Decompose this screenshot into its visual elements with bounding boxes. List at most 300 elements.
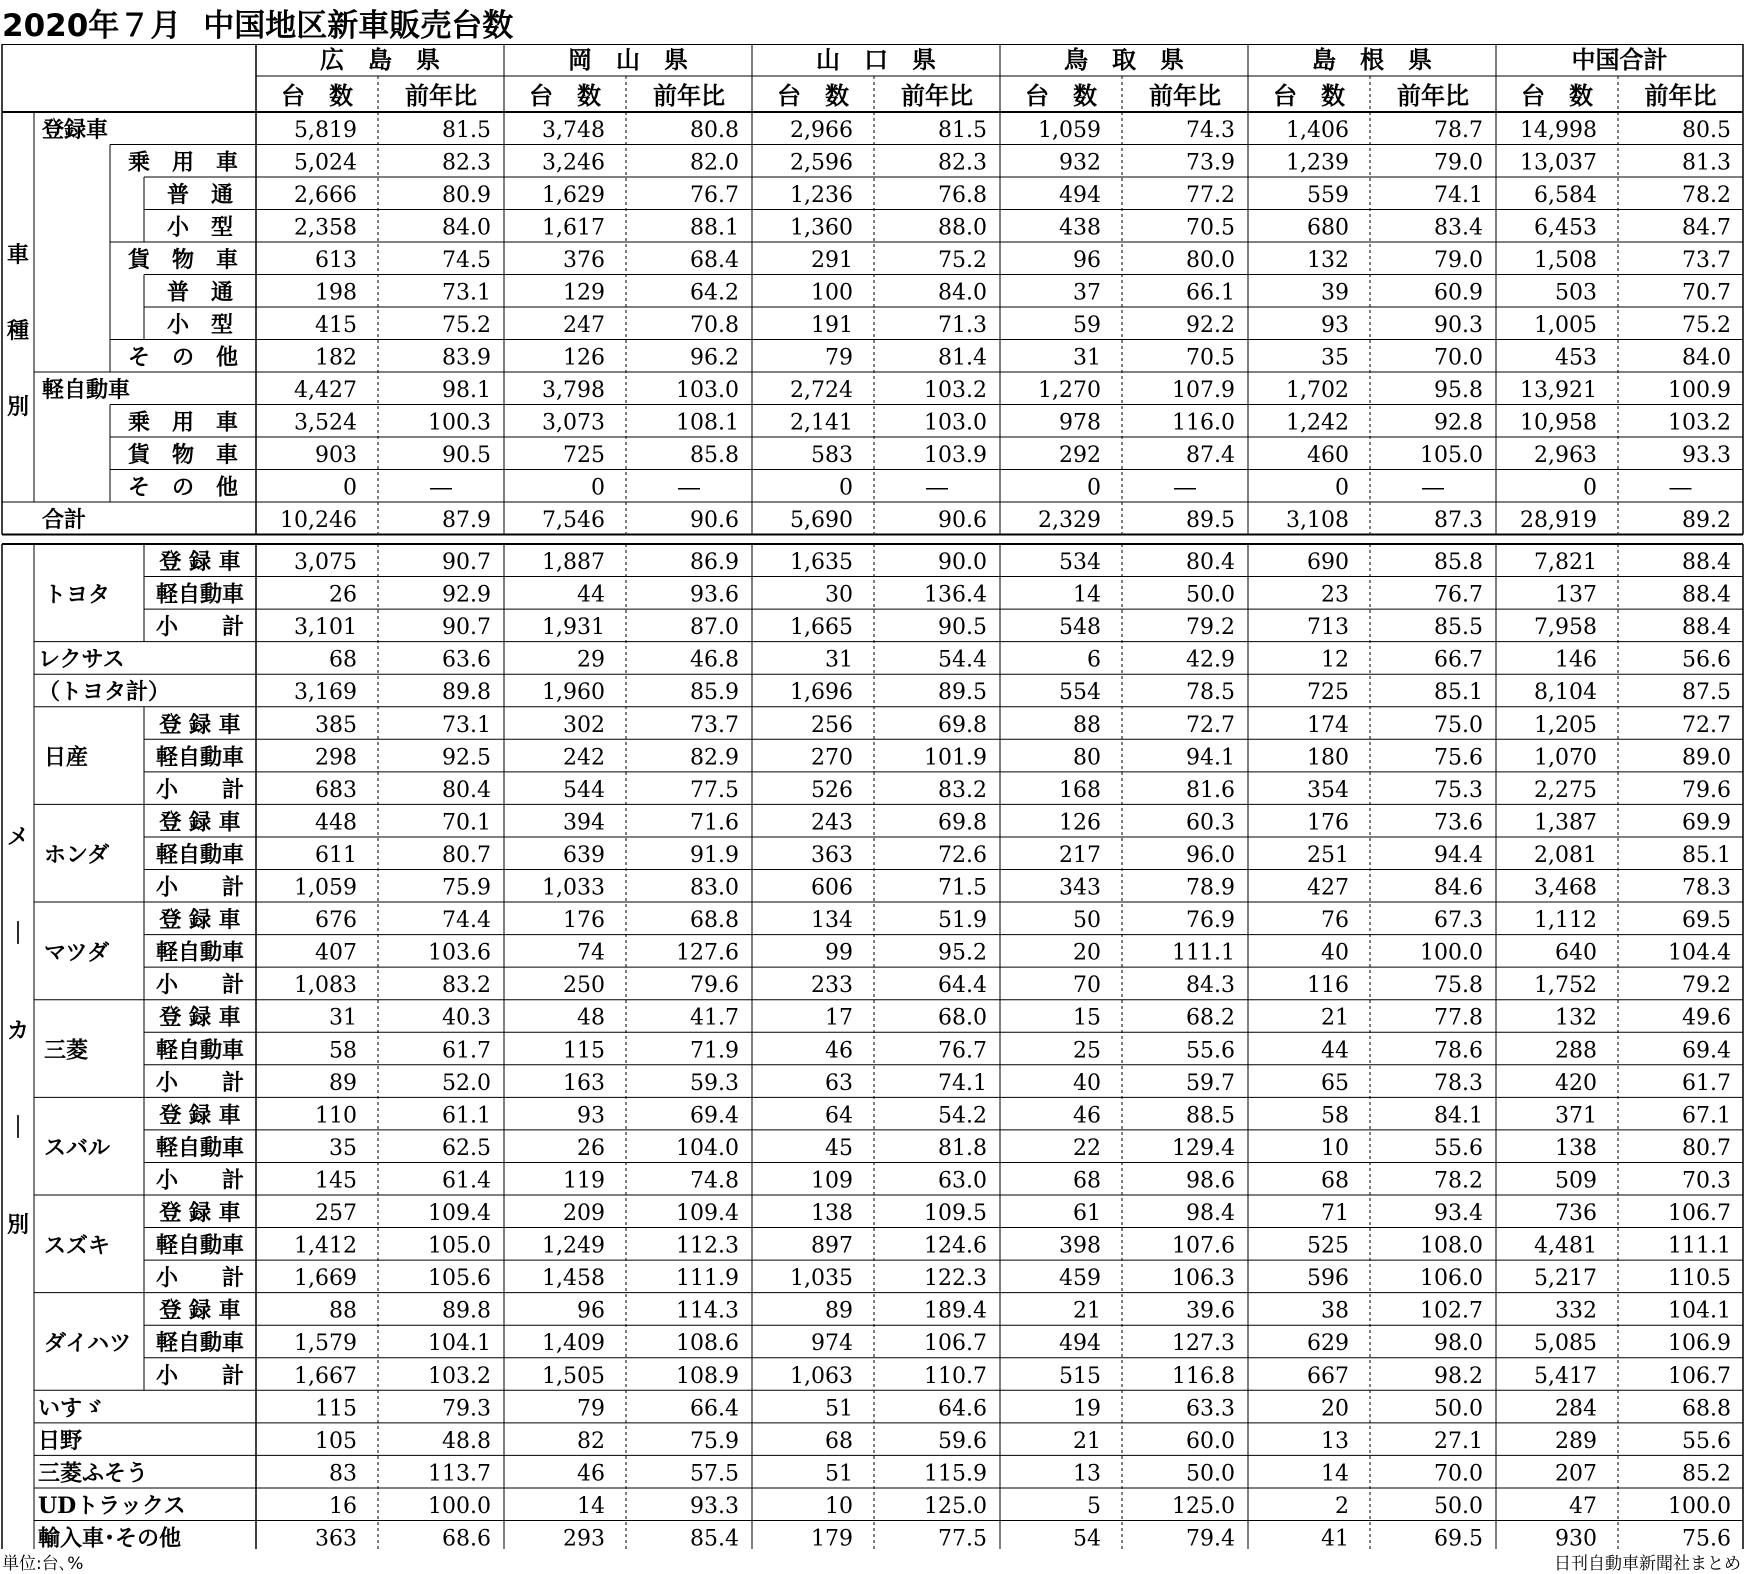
cell-count: 100 bbox=[811, 280, 853, 306]
cell-ratio: 64.4 bbox=[938, 973, 987, 999]
cell-ratio: 84.1 bbox=[1434, 1103, 1483, 1129]
cell-count: 54 bbox=[1073, 1526, 1101, 1549]
cell-count: 3,798 bbox=[542, 378, 605, 403]
cell-ratio: 82.3 bbox=[442, 150, 491, 176]
cell-count: 1,005 bbox=[1534, 313, 1597, 338]
cell-count: 5,217 bbox=[1534, 1266, 1597, 1292]
cell-count: 1,887 bbox=[542, 550, 605, 575]
cell-ratio: 81.3 bbox=[1682, 150, 1731, 176]
cell-ratio: 61.7 bbox=[442, 1038, 491, 1064]
cell-count: 606 bbox=[811, 875, 853, 901]
cell-ratio: 59.6 bbox=[938, 1428, 987, 1454]
cell-count: 10 bbox=[1321, 1135, 1349, 1161]
cell-ratio: 98.0 bbox=[1434, 1331, 1483, 1357]
cell-ratio: 75.8 bbox=[1434, 973, 1483, 999]
cell-count: 291 bbox=[811, 248, 853, 273]
cell-count: 68 bbox=[1321, 1168, 1349, 1194]
cell-count: 4,427 bbox=[294, 378, 357, 403]
cell-count: 207 bbox=[1555, 1461, 1597, 1487]
cell-count: 50 bbox=[1073, 908, 1101, 934]
cell-count: 21 bbox=[1321, 1005, 1349, 1031]
cell-ratio: 73.6 bbox=[1434, 810, 1483, 836]
cell-ratio: 68.4 bbox=[690, 248, 739, 273]
cell-count: 146 bbox=[1555, 647, 1597, 673]
cell-count: 74 bbox=[577, 940, 605, 966]
cell-ratio: 87.4 bbox=[1186, 443, 1235, 468]
cell-count: 168 bbox=[1059, 777, 1101, 803]
sales-table-grid bbox=[0, 44, 1745, 1549]
cell-ratio: 63.0 bbox=[938, 1168, 987, 1194]
sub-label: 軽自動車 bbox=[155, 744, 245, 771]
cell-count: 83 bbox=[329, 1461, 357, 1487]
cell-ratio: 79.0 bbox=[1434, 248, 1483, 273]
cell-count: 0 bbox=[1583, 475, 1597, 501]
maker-label: 三菱 bbox=[44, 1037, 89, 1064]
cell-ratio: 89.8 bbox=[442, 1298, 491, 1324]
cell-ratio: 63.3 bbox=[1186, 1396, 1235, 1422]
cell-count: 250 bbox=[563, 973, 605, 999]
cell-count: 292 bbox=[1059, 443, 1101, 468]
cell-ratio: 90.0 bbox=[938, 550, 987, 575]
cell-count: 448 bbox=[315, 810, 357, 836]
cell-count: 138 bbox=[1555, 1135, 1597, 1161]
cell-count: 35 bbox=[329, 1135, 357, 1161]
cell-count: 1,387 bbox=[1534, 810, 1597, 836]
cell-ratio: 70.7 bbox=[1682, 280, 1731, 306]
cell-count: 534 bbox=[1059, 550, 1101, 575]
cell-count: 51 bbox=[825, 1461, 853, 1487]
cell-ratio: 71.3 bbox=[938, 313, 987, 338]
cell-ratio: 80.8 bbox=[690, 118, 739, 143]
cell-ratio: 110.5 bbox=[1668, 1266, 1731, 1292]
cell-ratio: 54.4 bbox=[938, 647, 987, 673]
cell-ratio: 60.9 bbox=[1434, 280, 1483, 306]
cell-ratio: 83.4 bbox=[1434, 215, 1483, 241]
cell-ratio: 85.8 bbox=[1434, 550, 1483, 575]
cell-count: 134 bbox=[811, 908, 853, 934]
cell-count: 288 bbox=[1555, 1038, 1597, 1064]
cell-ratio: 78.3 bbox=[1682, 875, 1731, 901]
cell-ratio: 55.6 bbox=[1682, 1428, 1731, 1454]
cell-ratio: 74.8 bbox=[690, 1168, 739, 1194]
cell-count: 8,104 bbox=[1534, 680, 1597, 706]
cell-count: 198 bbox=[315, 280, 357, 306]
cell-count: 1,667 bbox=[294, 1363, 357, 1389]
cell-count: 1,629 bbox=[542, 183, 605, 208]
header-ratio-label: 前年比 bbox=[1397, 81, 1469, 110]
cell-count: 10,246 bbox=[280, 508, 357, 533]
side-label-char: 車 bbox=[6, 242, 30, 268]
cell-ratio: 60.0 bbox=[1186, 1428, 1235, 1454]
cell-count: 596 bbox=[1307, 1266, 1349, 1292]
cell-count: 44 bbox=[1321, 1038, 1349, 1064]
cell-ratio: 103.6 bbox=[428, 940, 491, 966]
cell-count: 44 bbox=[577, 582, 605, 608]
cell-ratio: 73.1 bbox=[442, 280, 491, 306]
cell-ratio: 84.0 bbox=[442, 215, 491, 241]
cell-ratio: ― bbox=[926, 475, 948, 501]
cell-ratio: 68.8 bbox=[1682, 1396, 1731, 1422]
cell-ratio: 93.6 bbox=[690, 582, 739, 608]
cell-ratio: 106.0 bbox=[1420, 1266, 1483, 1292]
cell-ratio: 79.3 bbox=[442, 1396, 491, 1422]
cell-count: 1,931 bbox=[542, 615, 605, 641]
cell-ratio: 67.1 bbox=[1682, 1103, 1731, 1129]
cell-count: 46 bbox=[1073, 1103, 1101, 1129]
cell-ratio: 104.4 bbox=[1668, 940, 1731, 966]
cell-ratio: 70.0 bbox=[1434, 345, 1483, 371]
cell-count: 2,141 bbox=[790, 410, 853, 436]
sub-label: 登 録 車 bbox=[159, 549, 241, 575]
cell-count: 2,966 bbox=[790, 118, 853, 143]
cell-ratio: 75.2 bbox=[938, 248, 987, 273]
cell-ratio: ― bbox=[1669, 475, 1692, 501]
cell-ratio: 112.3 bbox=[676, 1233, 739, 1259]
header-ratio-label: 前年比 bbox=[405, 81, 477, 110]
sub-label: 小 計 bbox=[155, 1362, 245, 1389]
cell-count: 80 bbox=[1073, 745, 1101, 771]
cell-ratio: 101.9 bbox=[924, 745, 987, 771]
sub-label: 軽自動車 bbox=[155, 1330, 245, 1357]
cell-count: 1,083 bbox=[294, 973, 357, 999]
cell-count: 293 bbox=[563, 1526, 605, 1549]
cell-ratio: 80.4 bbox=[442, 777, 491, 803]
cell-count: 35 bbox=[1321, 345, 1349, 371]
cell-ratio: 74.3 bbox=[1186, 118, 1235, 143]
maker-label: いすゞ bbox=[38, 1395, 105, 1422]
cell-count: 5,417 bbox=[1534, 1363, 1597, 1389]
cell-count: 174 bbox=[1307, 712, 1349, 738]
cell-count: 41 bbox=[1321, 1526, 1349, 1549]
cell-count: 38 bbox=[1321, 1298, 1349, 1324]
cell-ratio: 78.9 bbox=[1186, 875, 1235, 901]
title-main: 中国地区新車販売台数 bbox=[203, 8, 514, 44]
cell-ratio: 109.5 bbox=[924, 1201, 987, 1226]
cell-ratio: 102.7 bbox=[1420, 1298, 1483, 1324]
cell-ratio: 84.7 bbox=[1682, 215, 1731, 241]
cell-count: 22 bbox=[1073, 1135, 1101, 1161]
cell-ratio: 85.5 bbox=[1434, 615, 1483, 641]
cell-count: 459 bbox=[1059, 1266, 1101, 1292]
cell-ratio: 103.2 bbox=[924, 378, 987, 403]
cell-count: 61 bbox=[1073, 1201, 1101, 1226]
cell-ratio: 68.8 bbox=[690, 908, 739, 934]
cell-ratio: 109.4 bbox=[428, 1201, 491, 1226]
cell-ratio: 114.3 bbox=[676, 1298, 739, 1324]
cell-count: 509 bbox=[1555, 1168, 1597, 1194]
cell-ratio: 87.5 bbox=[1682, 680, 1731, 706]
cell-ratio: 92.9 bbox=[442, 582, 491, 608]
cell-count: 736 bbox=[1555, 1201, 1597, 1226]
cell-count: 903 bbox=[315, 443, 357, 468]
cell-count: 2,358 bbox=[294, 215, 357, 241]
cell-count: 14 bbox=[577, 1493, 605, 1519]
cell-count: 96 bbox=[577, 1298, 605, 1324]
cell-count: 14 bbox=[1321, 1461, 1349, 1487]
cell-ratio: 74.1 bbox=[938, 1070, 987, 1096]
cell-ratio: 83.2 bbox=[938, 777, 987, 803]
cell-count: 930 bbox=[1555, 1526, 1597, 1549]
cell-count: 76 bbox=[1321, 908, 1349, 934]
cell-count: 89 bbox=[825, 1298, 853, 1324]
cell-ratio: 77.5 bbox=[690, 777, 739, 803]
cell-ratio: 88.4 bbox=[1682, 550, 1731, 575]
cell-ratio: 70.8 bbox=[690, 313, 739, 338]
cell-ratio: 91.9 bbox=[690, 842, 739, 868]
cell-ratio: 108.1 bbox=[676, 410, 739, 436]
cell-count: 1,669 bbox=[294, 1266, 357, 1292]
cell-ratio: 96.0 bbox=[1186, 842, 1235, 868]
cell-ratio: 88.0 bbox=[938, 215, 987, 241]
cell-ratio: 82.3 bbox=[938, 150, 987, 176]
cell-ratio: 127.6 bbox=[676, 940, 739, 966]
cell-ratio: 80.5 bbox=[1682, 118, 1731, 143]
cell-ratio: 98.6 bbox=[1186, 1168, 1235, 1194]
header-ratio-label: 前年比 bbox=[1149, 81, 1221, 110]
cell-ratio: 94.4 bbox=[1434, 842, 1483, 868]
sales-table bbox=[0, 44, 1745, 1549]
cell-count: 494 bbox=[1059, 1331, 1101, 1357]
header-count-label: 台 数 bbox=[777, 81, 849, 110]
cell-count: 96 bbox=[1073, 248, 1101, 273]
side-label-char: ｜ bbox=[6, 921, 30, 947]
cell-ratio: 106.9 bbox=[1668, 1331, 1731, 1357]
header-prefecture: 島 根 県 bbox=[1312, 45, 1432, 74]
header-ratio-label: 前年比 bbox=[653, 81, 725, 110]
cell-count: 247 bbox=[563, 313, 605, 338]
cell-count: 544 bbox=[563, 777, 605, 803]
sub-label: 登 録 車 bbox=[159, 1297, 241, 1324]
cell-count: 132 bbox=[1555, 1005, 1597, 1031]
cell-ratio: 79.2 bbox=[1186, 615, 1235, 641]
cell-count: 525 bbox=[1307, 1233, 1349, 1259]
cell-count: 119 bbox=[563, 1168, 605, 1194]
cell-count: 676 bbox=[315, 908, 357, 934]
side-label-char: メ bbox=[6, 824, 30, 850]
cell-ratio: 77.8 bbox=[1434, 1005, 1483, 1031]
cell-count: 713 bbox=[1307, 615, 1349, 641]
cell-ratio: 78.5 bbox=[1186, 680, 1235, 706]
cell-count: 1,360 bbox=[790, 215, 853, 241]
header-prefecture: 山 口 県 bbox=[816, 45, 936, 74]
cell-count: 0 bbox=[839, 475, 853, 501]
cell-count: 289 bbox=[1555, 1428, 1597, 1454]
cell-ratio: 49.6 bbox=[1682, 1005, 1731, 1031]
cell-count: 2,666 bbox=[294, 183, 357, 208]
cell-ratio: 93.3 bbox=[690, 1493, 739, 1519]
cell-count: 0 bbox=[1335, 475, 1349, 501]
cell-count: 59 bbox=[1073, 313, 1101, 338]
cell-ratio: 116.8 bbox=[1172, 1363, 1235, 1389]
cell-count: 1,696 bbox=[790, 680, 853, 706]
cell-ratio: 59.3 bbox=[690, 1070, 739, 1096]
cell-ratio: 85.1 bbox=[1682, 842, 1731, 868]
cell-ratio: 100.9 bbox=[1668, 378, 1731, 403]
cell-count: 14 bbox=[1073, 582, 1101, 608]
sub-label: 軽自動車 bbox=[155, 841, 245, 868]
cell-ratio: 95.8 bbox=[1434, 378, 1483, 403]
header-count-label: 台 数 bbox=[1521, 81, 1593, 110]
cell-ratio: 93.4 bbox=[1434, 1201, 1483, 1226]
cell-count: 209 bbox=[563, 1201, 605, 1226]
row-label: 小 型 bbox=[166, 214, 234, 241]
row-label: そ の 他 bbox=[127, 344, 239, 371]
cell-count: 68 bbox=[1073, 1168, 1101, 1194]
cell-count: 163 bbox=[563, 1070, 605, 1096]
cell-ratio: 89.2 bbox=[1682, 508, 1731, 533]
cell-count: 251 bbox=[1307, 842, 1349, 868]
cell-ratio: 69.8 bbox=[938, 810, 987, 836]
cell-count: 14,998 bbox=[1520, 118, 1597, 143]
cell-count: 7,546 bbox=[542, 508, 605, 533]
cell-ratio: 78.2 bbox=[1682, 183, 1731, 208]
maker-label: スズキ bbox=[44, 1232, 111, 1259]
cell-ratio: 81.8 bbox=[938, 1135, 987, 1161]
cell-ratio: 62.5 bbox=[442, 1135, 491, 1161]
cell-count: 515 bbox=[1059, 1363, 1101, 1389]
cell-count: 5,690 bbox=[790, 508, 853, 533]
cell-count: 5 bbox=[1087, 1493, 1101, 1519]
cell-ratio: 90.5 bbox=[442, 443, 491, 468]
cell-ratio: 88.1 bbox=[690, 215, 739, 241]
cell-count: 583 bbox=[811, 443, 853, 468]
cell-count: 407 bbox=[315, 940, 357, 966]
cell-ratio: 83.2 bbox=[442, 973, 491, 999]
sub-label: 小 計 bbox=[155, 874, 245, 901]
cell-ratio: 95.2 bbox=[938, 940, 987, 966]
sub-label: 登 録 車 bbox=[159, 907, 241, 934]
cell-count: 40 bbox=[1321, 940, 1349, 966]
cell-ratio: 75.6 bbox=[1682, 1526, 1731, 1549]
cell-count: 30 bbox=[825, 582, 853, 608]
cell-ratio: 100.0 bbox=[1668, 1493, 1731, 1519]
cell-count: 2,596 bbox=[790, 150, 853, 176]
cell-ratio: 74.5 bbox=[442, 248, 491, 273]
side-label-char: 種 bbox=[6, 318, 30, 344]
cell-ratio: 84.0 bbox=[1682, 345, 1731, 371]
header-ratio-label: 前年比 bbox=[1644, 81, 1717, 110]
cell-ratio: 66.4 bbox=[690, 1396, 739, 1422]
cell-ratio: 70.1 bbox=[442, 810, 491, 836]
cell-ratio: 48.8 bbox=[442, 1428, 491, 1454]
cell-ratio: 78.7 bbox=[1434, 118, 1483, 143]
cell-count: 176 bbox=[1307, 810, 1349, 836]
cell-ratio: 69.9 bbox=[1682, 810, 1731, 836]
cell-ratio: 89.0 bbox=[1682, 745, 1731, 771]
cell-ratio: 100.0 bbox=[428, 1493, 491, 1519]
cell-ratio: 70.5 bbox=[1186, 215, 1235, 241]
cell-ratio: 100.3 bbox=[428, 410, 491, 436]
cell-count: 460 bbox=[1307, 443, 1349, 468]
cell-ratio: 105.6 bbox=[428, 1266, 491, 1292]
cell-ratio: 79.0 bbox=[1434, 150, 1483, 176]
cell-count: 5,024 bbox=[294, 150, 357, 176]
cell-ratio: 80.7 bbox=[442, 842, 491, 868]
cell-count: 690 bbox=[1307, 550, 1349, 575]
cell-ratio: 52.0 bbox=[442, 1070, 491, 1096]
cell-count: 20 bbox=[1073, 940, 1101, 966]
cell-ratio: 46.8 bbox=[690, 647, 739, 673]
cell-count: 398 bbox=[1059, 1233, 1101, 1259]
cell-count: 1,635 bbox=[790, 550, 853, 575]
cell-ratio: 56.6 bbox=[1682, 647, 1731, 673]
cell-ratio: 72.7 bbox=[1682, 712, 1731, 738]
cell-ratio: 93.3 bbox=[1682, 443, 1731, 468]
cell-count: 3,108 bbox=[1286, 508, 1349, 533]
cell-count: 613 bbox=[315, 248, 357, 273]
cell-ratio: 71.5 bbox=[938, 875, 987, 901]
cell-count: 683 bbox=[315, 777, 357, 803]
sub-label: 軽自動車 bbox=[155, 1037, 245, 1064]
cell-ratio: ― bbox=[1422, 475, 1444, 501]
cell-count: 4,481 bbox=[1534, 1233, 1597, 1259]
header-count-label: 台 数 bbox=[1273, 81, 1345, 110]
cell-ratio: 86.9 bbox=[690, 550, 739, 575]
cell-ratio: 108.0 bbox=[1420, 1233, 1483, 1259]
cell-count: 420 bbox=[1555, 1070, 1597, 1096]
cell-ratio: 105.0 bbox=[428, 1233, 491, 1259]
cell-count: 1,458 bbox=[542, 1266, 605, 1292]
cell-ratio: 60.3 bbox=[1186, 810, 1235, 836]
cell-count: 6,584 bbox=[1534, 183, 1597, 208]
cell-count: 217 bbox=[1059, 842, 1101, 868]
cell-count: 1,236 bbox=[790, 183, 853, 208]
cell-ratio: 79.6 bbox=[1682, 777, 1731, 803]
maker-label: トヨタ bbox=[44, 581, 111, 608]
cell-count: 126 bbox=[1059, 810, 1101, 836]
sub-label: 登 録 車 bbox=[159, 1102, 241, 1129]
cell-count: 1,033 bbox=[542, 875, 605, 901]
cell-count: 363 bbox=[315, 1526, 357, 1549]
cell-ratio: 69.8 bbox=[938, 712, 987, 738]
cell-count: 180 bbox=[1307, 745, 1349, 771]
cell-ratio: ― bbox=[430, 475, 452, 501]
cell-ratio: 80.9 bbox=[442, 183, 491, 208]
cell-count: 2,081 bbox=[1534, 842, 1597, 868]
side-label-char: カ bbox=[6, 1018, 30, 1044]
cell-ratio: 111.9 bbox=[676, 1266, 739, 1292]
cell-ratio: 116.0 bbox=[1172, 410, 1235, 436]
cell-ratio: 81.5 bbox=[938, 118, 987, 143]
cell-ratio: 82.0 bbox=[690, 150, 739, 176]
cell-ratio: 73.7 bbox=[690, 712, 739, 738]
cell-count: 63 bbox=[825, 1070, 853, 1096]
cell-count: 1,059 bbox=[294, 875, 357, 901]
cell-ratio: 84.3 bbox=[1186, 973, 1235, 999]
cell-ratio: 88.4 bbox=[1682, 582, 1731, 608]
cell-ratio: 76.7 bbox=[690, 183, 739, 208]
cell-ratio: 27.1 bbox=[1434, 1428, 1483, 1454]
cell-ratio: 125.0 bbox=[1172, 1493, 1235, 1519]
row-label: 貨 物 車 bbox=[127, 247, 239, 273]
cell-count: 611 bbox=[315, 842, 357, 868]
cell-count: 1,665 bbox=[790, 615, 853, 641]
side-label-char: 別 bbox=[6, 1212, 30, 1238]
cell-ratio: 75.6 bbox=[1434, 745, 1483, 771]
cell-ratio: 108.9 bbox=[676, 1363, 739, 1389]
cell-ratio: 83.9 bbox=[442, 345, 491, 371]
cell-ratio: 41.7 bbox=[690, 1005, 739, 1031]
sub-label: 軽自動車 bbox=[155, 581, 245, 608]
cell-count: 629 bbox=[1307, 1331, 1349, 1357]
cell-count: 932 bbox=[1059, 150, 1101, 176]
cell-ratio: 71.6 bbox=[690, 810, 739, 836]
cell-count: 640 bbox=[1555, 940, 1597, 966]
sub-label: 軽自動車 bbox=[155, 939, 245, 966]
maker-label: レクサス bbox=[38, 646, 125, 673]
cell-ratio: 85.1 bbox=[1434, 680, 1483, 706]
sub-label: 登 録 車 bbox=[159, 711, 241, 738]
